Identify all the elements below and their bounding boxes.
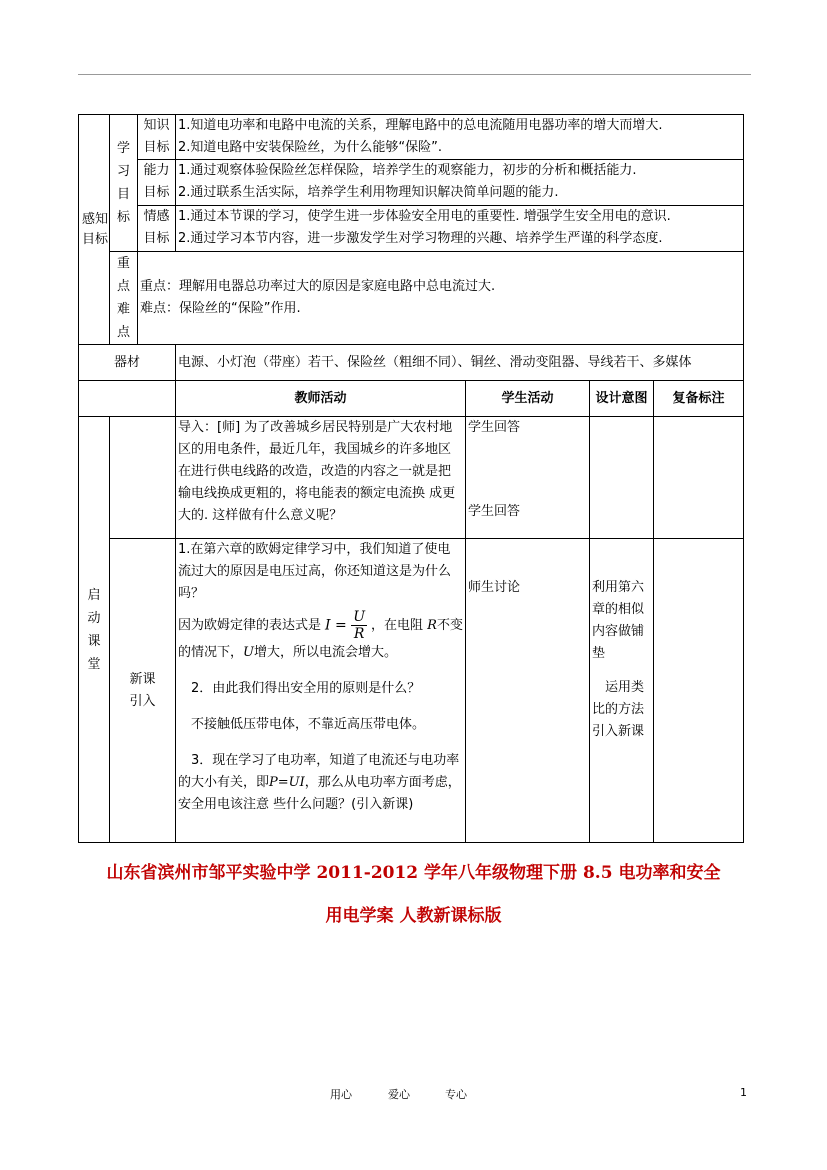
- objectives-sub-label: 学习目标: [110, 115, 138, 252]
- ohm-law-formula: I = $\frac{U}{R}$: [325, 609, 365, 642]
- equipment: 电源、小灯泡（带座）若干、保险丝（粗细不同）、铜丝、滑动变阻器、导线若干、多媒体: [176, 345, 744, 381]
- key-points-label: 重点难点: [110, 252, 138, 345]
- objective-label-ability: 能力目标: [138, 160, 176, 206]
- intro-blank: [110, 417, 176, 539]
- equipment-label: 器材: [79, 345, 176, 381]
- header-notes: 复备标注: [654, 381, 744, 417]
- footer-item-1: 用心: [330, 1088, 352, 1101]
- new-lesson-student: 师生讨论: [466, 539, 590, 843]
- power-question: 3．现在学习了电功率，知道了电流还与电功率的大小有关，即P=UI，那么从电功率方面考虑，安全用电该注意 些什么问题？(引入新课): [178, 753, 461, 812]
- stage-label: 启动课堂: [79, 417, 110, 843]
- document-title-line-1: 山东省滨州市邹平实验中学 2011-2012 学年八年级物理下册 8.5 电功率和安全: [106, 863, 721, 883]
- intro-intent: [590, 417, 654, 539]
- header-rule: [78, 74, 751, 75]
- document-title-line-2: 用电学案 人教新课标版: [325, 906, 502, 926]
- header-blank: [79, 381, 176, 417]
- new-lesson-teacher: 1.在第六章的欧姆定律学习中，我们知道了使电流过大的原因是电压过高，你还知道这是为什么吗？ 因为欧姆定律的表达式是 I = $\frac{U}{R}$ ，在电阻 R不变的情况下，U增大，所以电流会增大。 2．由此我们得出安全用的原则是什么？ 不接触低压带电体，不靠近高压带电体。 3．现在学习了电功率，知道了电流还与电功率的大小有关，即P=UI，那么从电功率方面考虑，安全用电该注意 些什么问题？(引入新课): [176, 539, 466, 843]
- footer-item-3: 专心: [445, 1088, 467, 1101]
- page-number: 1: [740, 1086, 747, 1099]
- header-intent: 设计意图: [590, 381, 654, 417]
- intro-student: 学生回答 学生回答: [466, 417, 590, 539]
- new-lesson-intent: 利用第六章的相似内容做铺垫 运用类比的方法引入新课: [590, 539, 654, 843]
- new-lesson-label: 新课引入: [110, 539, 176, 843]
- ohm-law-text: 因为欧姆定律的表达式是 I = $\frac{U}{R}$ ，在电阻 R不变的情况下，U增大，所以电流会增大。: [178, 609, 463, 660]
- footer-item-2: 爱心: [388, 1088, 410, 1101]
- objective-knowledge: 1.知道电功率和电路中电流的关系，理解电路中的总电流随用电器功率的增大而增大. 2.知道电路中安装保险丝，为什么能够“保险”.: [176, 115, 744, 160]
- lesson-plan-table: [78, 114, 744, 843]
- objective-label-emotion: 情感目标: [138, 206, 176, 252]
- new-lesson-notes: [654, 539, 744, 843]
- key-points: 重点：理解用电器总功率过大的原因是家庭电路中总电流过大. 难点：保险丝的“保险”作用.: [138, 252, 744, 345]
- objectives-group-label: 感知目标: [79, 115, 110, 345]
- objective-ability: 1.通过观察体验保险丝怎样保险，培养学生的观察能力，初步的分析和概括能力. 2.通过联系生活实际，培养学生利用物理知识解决简单问题的能力.: [176, 160, 744, 206]
- intro-teacher: 导入：[师] 为了改善城乡居民特别是广大农村地区的用电条件，最近几年，我国城乡的许多地区在进行供电线路的改造，改造的内容之一就是把输电线换成更粗的，将电能表的额定电流换 成更大的. 这样做有什么意义呢？: [176, 417, 466, 539]
- header-student: 学生活动: [466, 381, 590, 417]
- objective-emotion: 1.通过本节课的学习，使学生进一步体验安全用电的重要性. 增强学生安全用电的意识. 2.通过学习本节内容，进一步激发学生对学习物理的兴趣、培养学生严谨的科学态度.: [176, 206, 744, 252]
- intro-notes: [654, 417, 744, 539]
- header-teacher: 教师活动: [176, 381, 466, 417]
- objective-label-knowledge: 知识目标: [138, 115, 176, 160]
